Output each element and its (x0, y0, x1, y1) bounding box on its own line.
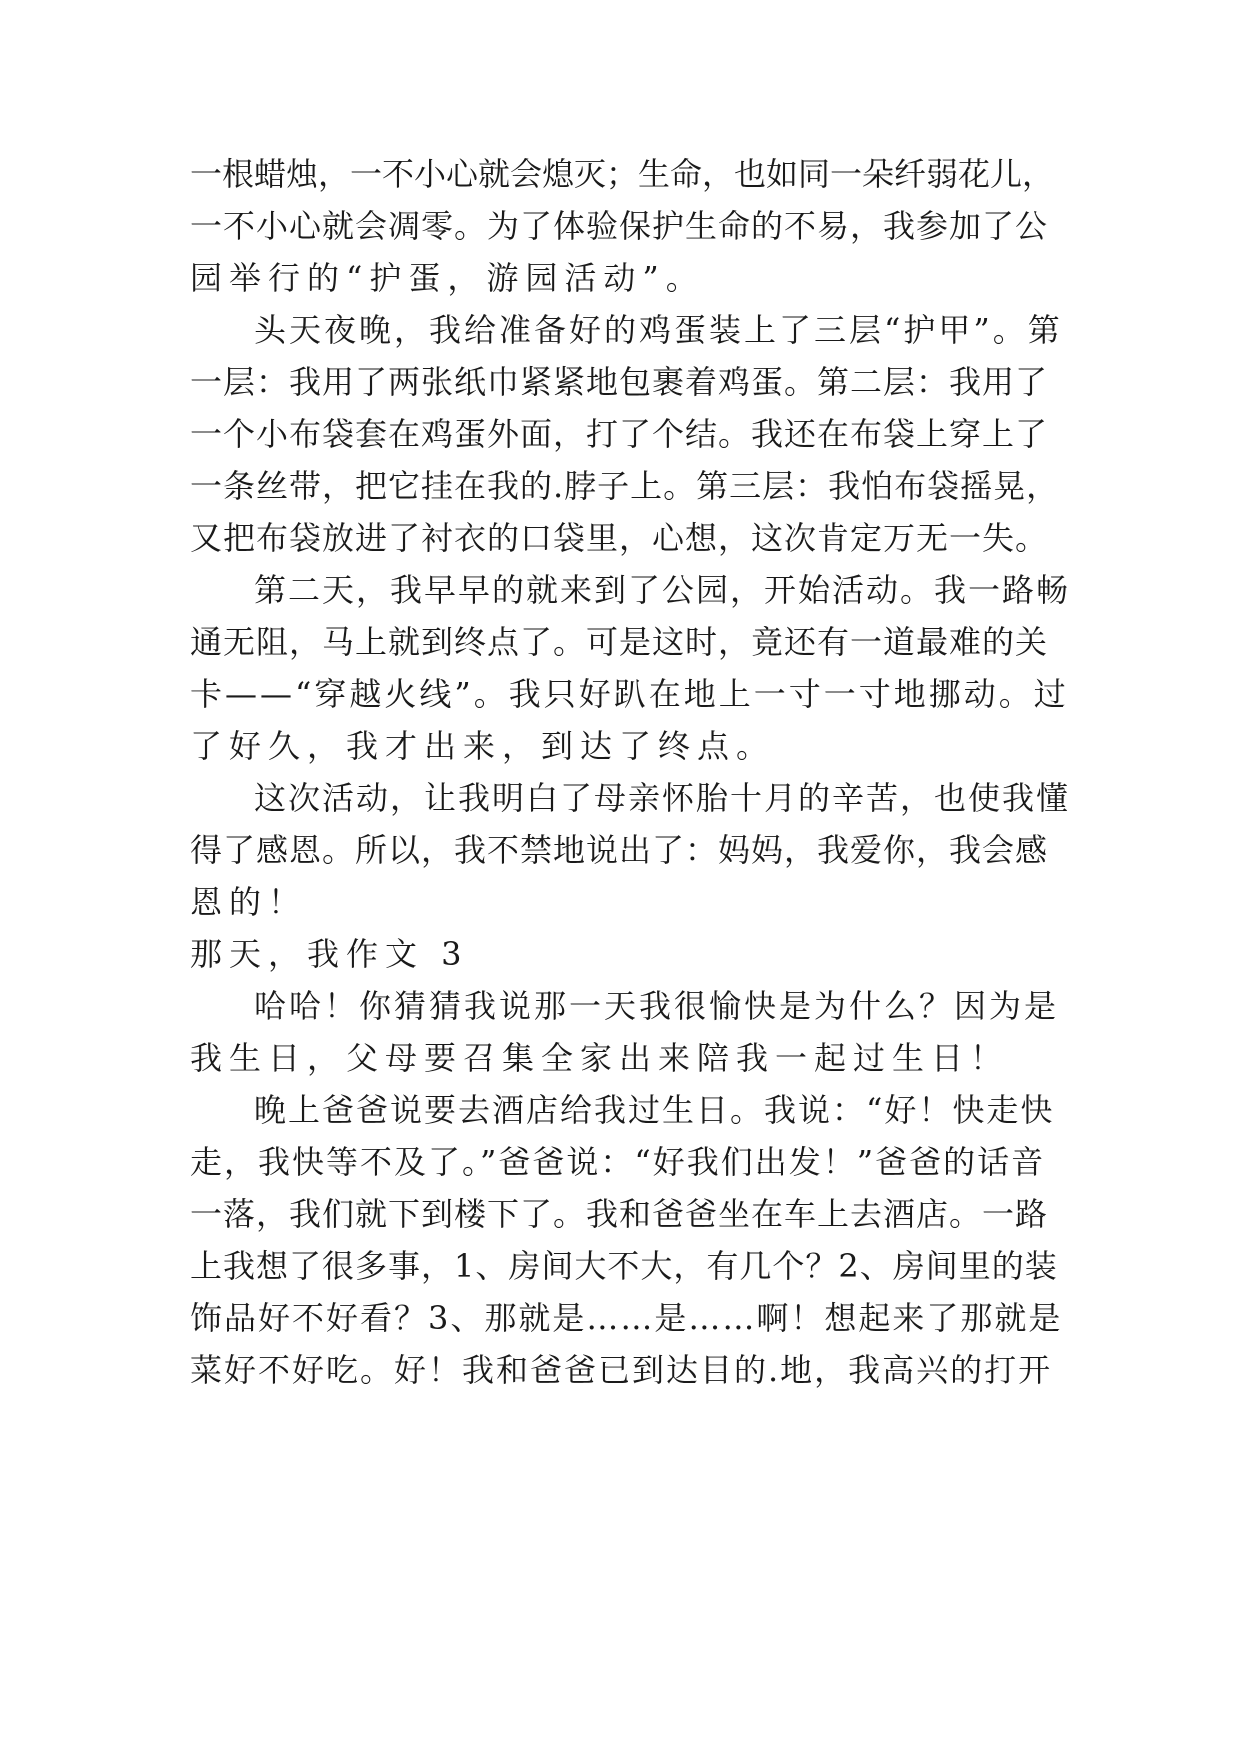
text-line: 我生日，父母要召集全家出来陪我一起过生日！ (190, 1039, 1010, 1077)
text-line: 一层：我用了两张纸巾紧紧地包裹着鸡蛋。第二层：我用了 (190, 363, 1049, 401)
paragraph-first-line: 哈哈！你猜猜我说那一天我很愉快是为什么？因为是 (254, 987, 1060, 1025)
text-line: 卡——“穿越火线”。我只好趴在地上一寸一寸地挪动。过 (190, 675, 1069, 713)
text-line: 走，我快等不及了。”爸爸说：“好我们出发！”爸爸的话音 (190, 1143, 1046, 1181)
text-line: 了好久，我才出来，到达了终点。 (190, 727, 776, 765)
text-line: 一根蜡烛，一不小心就会熄灭；生命，也如同一朵纤弱花儿， (190, 155, 1055, 193)
text-line: 一落，我们就下到楼下了。我和爸爸坐在车上去酒店。一路 (190, 1195, 1049, 1233)
paragraph-first-line: 这次活动，让我明白了母亲怀胎十月的辛苦，也使我懂 (254, 779, 1071, 817)
text-line: 饰品好不好看？3、那就是……是……啊！想起来了那就是 (190, 1299, 1063, 1337)
paragraph-first-line: 晚上爸爸说要去酒店给我过生日。我说：“好！快走快 (254, 1091, 1055, 1129)
text-line: 又把布袋放进了衬衣的口袋里，心想，这次肯定万无一失。 (190, 519, 1049, 557)
text-line: 菜好不好吃。好！我和爸爸已到达目的.地，我高兴的打开 (190, 1351, 1053, 1389)
text-line: 一个小布袋套在鸡蛋外面，打了个结。我还在布袋上穿上了 (190, 415, 1049, 453)
text-line: 恩的！ (190, 883, 308, 921)
paragraph-first-line: 头天夜晚，我给准备好的鸡蛋装上了三层“护甲”。第 (254, 311, 1063, 349)
text-line: 得了感恩。所以，我不禁地说出了：妈妈，我爱你，我会感 (190, 831, 1049, 869)
text-line: 一条丝带，把它挂在我的.脖子上。第三层：我怕布袋摇晃， (190, 467, 1060, 505)
section-heading: 那天，我作文 3 (190, 935, 469, 973)
text-line: 一不小心就会凋零。为了体验保护生命的不易，我参加了公 (190, 207, 1049, 245)
text-line: 上我想了很多事，1、房间大不大，有几个？2、房间里的装 (190, 1247, 1058, 1285)
text-line: 通无阻，马上就到终点了。可是这时，竟还有一道最难的关 (190, 623, 1049, 661)
text-line: 园举行的“护蛋，游园活动”。 (190, 259, 705, 297)
paragraph-first-line: 第二天，我早早的就来到了公园，开始活动。我一路畅 (254, 571, 1071, 609)
